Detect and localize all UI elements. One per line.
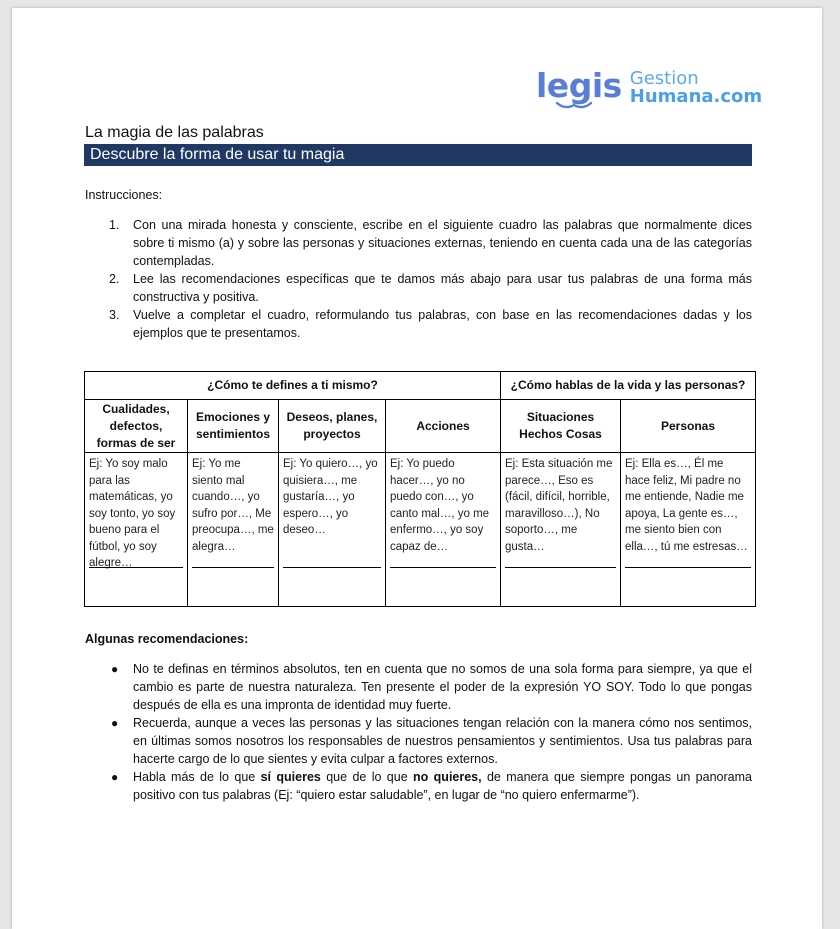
recommendation-item: ● No te definas en términos absolutos, ten en cuenta que no somos de una sola forma para siempre, ya que el cambio es parte de nuestra naturaleza. Ten presente el poder de la expresión YO SOY. Todo lo que pongas después de ella es una impronta de identidad muy fuerte. <box>111 662 752 712</box>
column-header: Personas <box>621 400 756 453</box>
recommendations-list <box>109 660 752 804</box>
recommendations-label: Algunas recomendaciones: <box>85 632 249 646</box>
column-header: Deseos, planes, proyectos <box>279 400 386 453</box>
document-title: La magia de las palabras <box>85 124 264 141</box>
group-header-life: ¿Cómo hablas de la vida y las personas? <box>501 372 756 400</box>
instruction-item: 3. Vuelve a completar el cuadro, reformulando tus palabras, con base en las recomendaciones dadas y los ejemplos que te presentamos. <box>109 308 752 340</box>
example-cell[interactable]: Ej: Yo puedo hacer…, yo no puedo con…, yo canto mal…, yo me enfermo…, yo soy capaz de… <box>386 453 501 607</box>
example-cell[interactable]: Ej: Ella es…, Él me hace feliz, Mi padre no me entiende, Nadie me apoya, La gente es…, me siento bien con ella…, tú me estresas… <box>621 453 756 607</box>
write-line <box>625 567 751 568</box>
example-cell[interactable]: Ej: Yo me siento mal cuando…, yo sufro por…, Me preocupa…, me alegra… <box>188 453 279 607</box>
example-cell[interactable]: Ej: Yo quiero…, yo quisiera…, me gustaría…, yo espero…, yo deseo… <box>279 453 386 607</box>
write-line <box>390 567 496 568</box>
example-cell[interactable]: Ej: Yo soy malo para las matemáticas, yo soy tonto, yo soy bueno para el fútbol, yo soy alegre… <box>85 453 188 607</box>
logo-gestionhumana <box>630 68 762 106</box>
words-table <box>84 371 756 607</box>
instruction-item: 2. Lee las recomendaciones específicas que te damos más abajo para usar tus palabras de una forma más constructiva y positiva. <box>109 272 752 304</box>
bullet-icon: ● <box>111 662 119 676</box>
instructions-label: Instrucciones: <box>85 188 163 202</box>
write-line <box>192 567 274 568</box>
logo-humana: Humana.com <box>629 86 763 107</box>
bullet-icon: ● <box>111 770 119 784</box>
open-book-icon <box>556 101 592 111</box>
instructions-list <box>109 216 752 342</box>
write-line <box>505 567 616 568</box>
logo-gestion: Gestion <box>629 68 699 89</box>
subtitle-band: Descubre la forma de usar tu magia <box>84 144 752 166</box>
column-header: Emociones y sentimientos <box>188 400 279 453</box>
column-header: Acciones <box>386 400 501 453</box>
document-page <box>12 8 822 929</box>
write-line <box>283 567 381 568</box>
column-header: Situaciones Hechos Cosas <box>501 400 621 453</box>
bullet-icon: ● <box>111 716 119 730</box>
recommendation-item: ● Habla más de lo que sí quieres que de lo que no quieres, de manera que siempre pongas un panorama positivo con tus palabras (Ej: “quiero estar saludable”, en lugar de “no quiero enfermarme”). <box>111 770 752 802</box>
recommendation-item: ● Recuerda, aunque a veces las personas y las situaciones tengan relación con la manera cómo nos sentimos, en últimas somos nosotros los responsables de nuestros pensamientos y sentimientos. Usa tus palabras para hacerte cargo de lo que sientes y evita culpar a factores externos. <box>111 716 752 766</box>
write-line <box>89 567 183 568</box>
legis-logo <box>536 68 762 120</box>
group-header-self: ¿Cómo te defines a ti mismo? <box>85 372 501 400</box>
example-cell[interactable]: Ej: Esta situación me parece…, Eso es (fácil, difícil, horrible, maravilloso…), No soporto…, me gusta… <box>501 453 621 607</box>
logo-legis-text: legis <box>536 68 622 104</box>
instruction-item: 1. Con una mirada honesta y consciente, escribe en el siguiente cuadro las palabras que normalmente dices sobre ti mismo (a) y sobre las personas y situaciones externas, teniendo en cuenta cada una de las categorías contempladas. <box>109 218 752 268</box>
column-header: Cualidades, defectos, formas de ser <box>85 400 188 453</box>
